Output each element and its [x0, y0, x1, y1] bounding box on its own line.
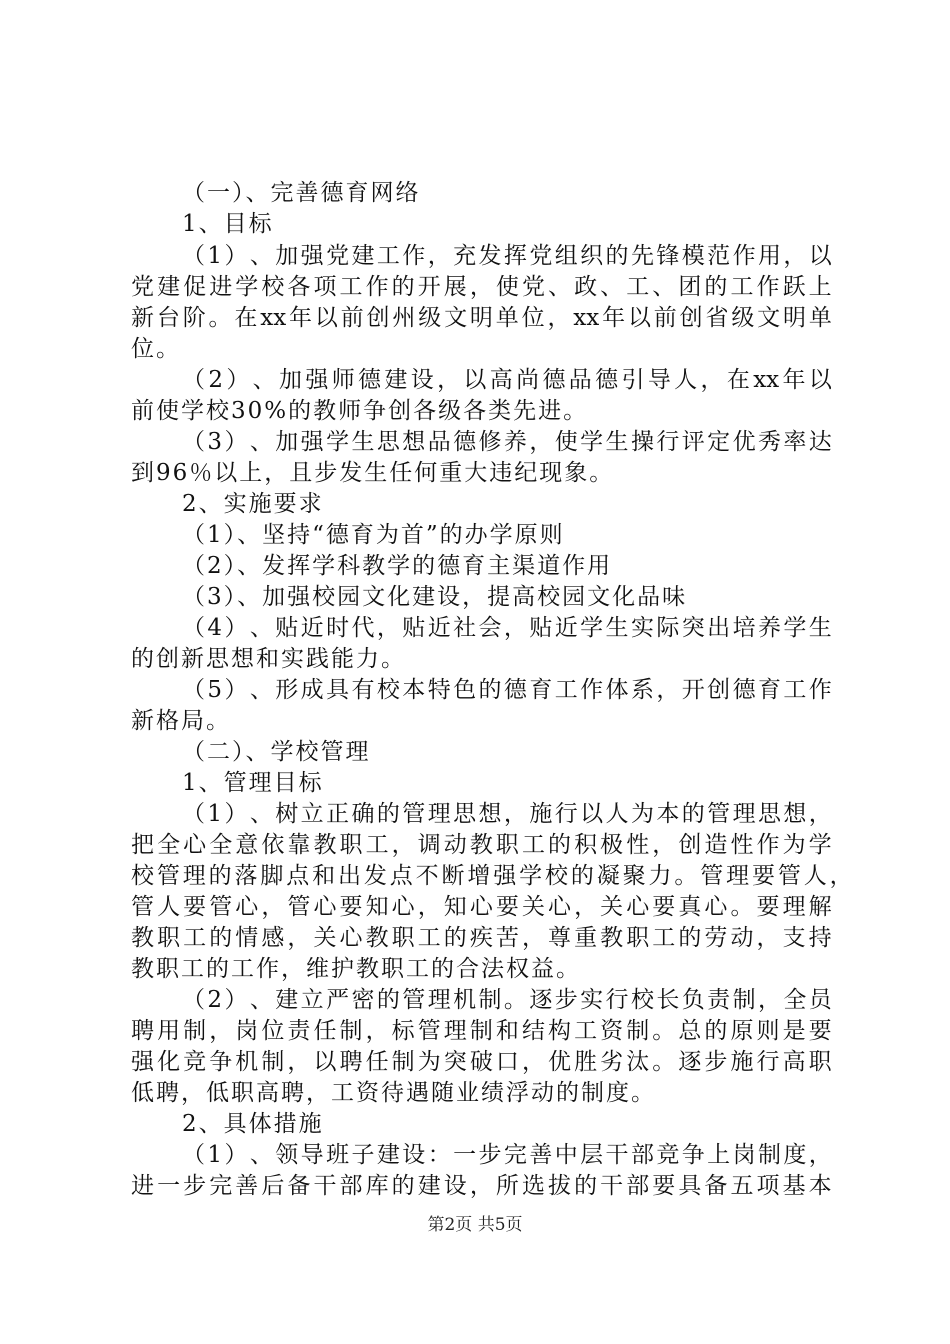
paragraph-line: 到96％以上，且步发生任何重大违纪现象。 — [131, 460, 615, 486]
paragraph-line: 新格局。 — [131, 708, 231, 734]
paragraph-line: 低聘，低职高聘，工资待遇随业绩浮动的制度。 — [131, 1080, 656, 1106]
paragraph-line: 前使学校30%的教师争创各级各类先进。 — [131, 398, 589, 424]
paragraph-line: 新 台 阶 。 在 xx 年 以 前 创 州 级 文 明 单 位 ， xx 年 以 前 创 省 级 文 明 单 — [131, 305, 832, 331]
subsection-heading: 2、实施要求 — [182, 491, 324, 517]
list-item: （1）、坚持“德育为首”的办学原则 — [182, 522, 565, 548]
subsection-heading: 2、具体措施 — [182, 1111, 324, 1137]
paragraph-line: 校 管 理 的 落 脚 点 和 出 发 点 不 断 增 强 学 校 的 凝 聚 力 。 管 理 要 管 人 ， — [131, 863, 853, 889]
paragraph-line: 教职工的工作，维护教职工的合法权益。 — [131, 956, 581, 982]
paragraph-line: （ 1 ） 、 树 立 正 确 的 管 理 思 想 ， 施 行 以 人 为 本 的 管 理 思 想 ， — [182, 801, 832, 827]
subsection-heading: 1、目标 — [182, 211, 274, 237]
paragraph-line: 进 一 步 完 善 后 备 干 部 库 的 建 设 ， 所 选 拔 的 干 部 要 具 备 五 项 基 本 — [131, 1173, 832, 1199]
paragraph-line: （ 2 ） 、 建 立 严 密 的 管 理 机 制 。 逐 步 实 行 校 长 负 责 制 ， 全 员 — [182, 987, 832, 1013]
page-footer — [0, 1213, 950, 1237]
list-item: （ 4 ） 、 贴 近 时 代 ， 贴 近 社 会 ， 贴 近 学 生 实 际 突 出 培 养 学 生 — [182, 615, 832, 641]
paragraph-line: 管 人 要 管 心 ， 管 心 要 知 心 ， 知 心 要 关 心 ， 关 心 要 真 心 。 要 理 解 — [131, 894, 832, 920]
paragraph-line: （ 1 ） 、 加 强 党 建 工 作 ， 充 发 挥 党 组 织 的 先 锋 模 范 作 用 ， 以 — [182, 243, 832, 269]
paragraph-line: 党 建 促 进 学 校 各 项 工 作 的 开 展 ， 使 党 、 政 、 工 、 团 的 工 作 跃 上 — [131, 274, 832, 300]
paragraph-line: （ 3 ） 、 加 强 学 生 思 想 品 德 修 养 ， 使 学 生 操 行 评 定 优 秀 率 达 — [182, 429, 832, 455]
page-number: 第2页 共5页 — [427, 1215, 523, 1235]
paragraph-line: 位。 — [131, 336, 181, 362]
list-item: （2）、发挥学科教学的德育主渠道作用 — [182, 553, 613, 579]
section-heading: （一）、完善德育网络 — [182, 180, 421, 206]
subsection-heading: 1、管理目标 — [182, 770, 324, 796]
list-item: （ 5 ） 、 形 成 具 有 校 本 特 色 的 德 育 工 作 体 系 ， 开 创 德 育 工 作 — [182, 677, 832, 703]
paragraph-line: 的创新思想和实践能力。 — [131, 646, 406, 672]
list-item: （3）、加强校园文化建设，提高校园文化品味 — [182, 584, 688, 610]
paragraph-line: 强 化 竞 争 机 制 ， 以 聘 任 制 为 突 破 口 ， 优 胜 劣 汰 。 逐 步 施 行 高 职 — [131, 1049, 832, 1075]
paragraph-line: （ 1 ） 、 领 导 班 子 建 设 ： 一 步 完 善 中 层 干 部 竞 争 上 岗 制 度 ， — [182, 1142, 832, 1168]
paragraph-line: 把 全 心 全 意 依 靠 教 职 工 ， 调 动 教 职 工 的 积 极 性 ， 创 造 性 作 为 学 — [131, 832, 832, 858]
paragraph-line: 聘 用 制 ， 岗 位 责 任 制 ， 标 管 理 制 和 结 构 工 资 制 。 总 的 原 则 是 要 — [131, 1018, 832, 1044]
section-heading: （二）、学校管理 — [182, 739, 371, 765]
paragraph-line: （ 2 ） 、 加 强 师 德 建 设 ， 以 高 尚 德 品 德 引 导 人 ， 在 xx 年 以 — [182, 367, 832, 393]
paragraph-line: 教 职 工 的 情 感 ， 关 心 教 职 工 的 疾 苦 ， 尊 重 教 职 工 的 劳 动 ， 支 持 — [131, 925, 832, 951]
